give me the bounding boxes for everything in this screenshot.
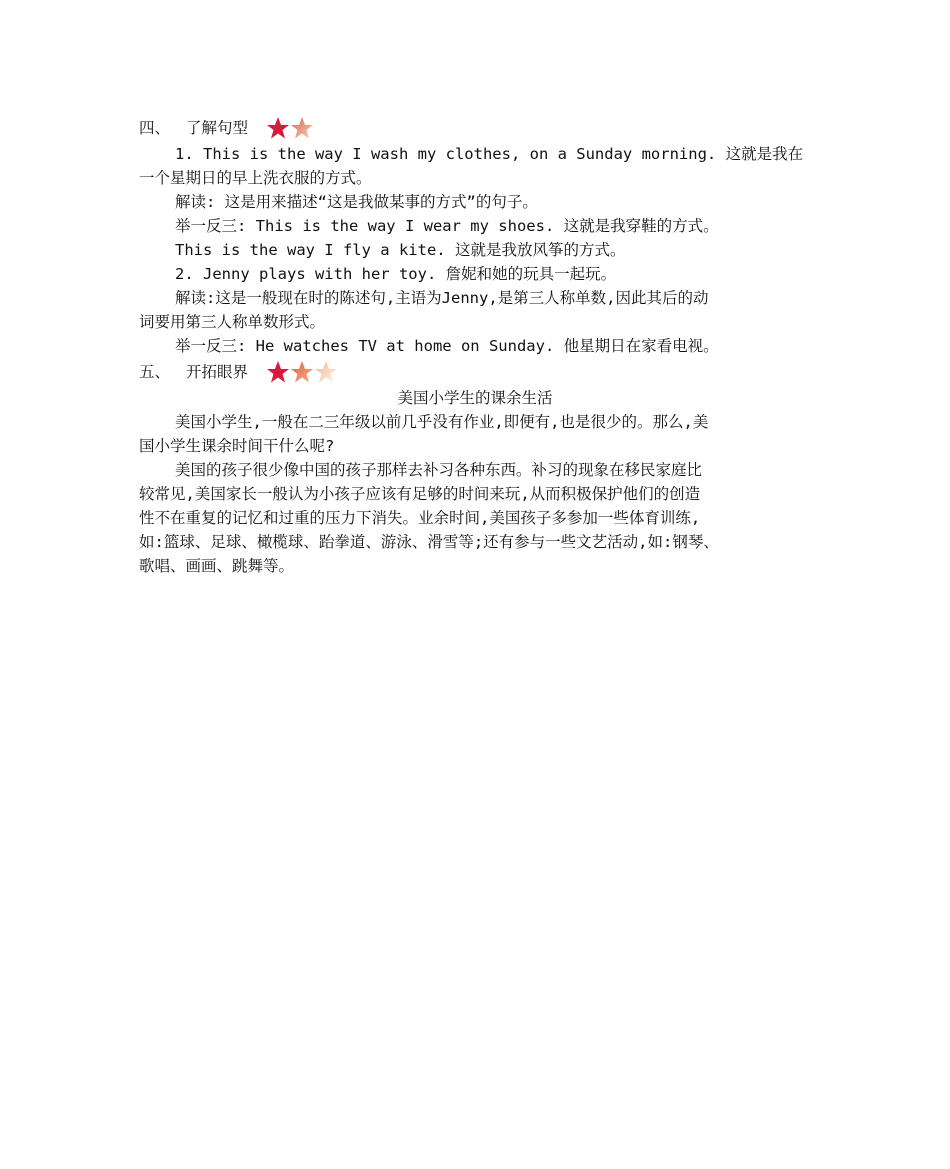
s4-line-2: 一个星期日的早上洗衣服的方式。 bbox=[139, 169, 372, 187]
s5-para2-line4: 如:篮球、足球、橄榄球、跆拳道、游泳、滑雪等;还有参与一些文艺活动,如:钢琴、 bbox=[139, 533, 719, 551]
s5-para2-line3: 性不在重复的记忆和过重的压力下消失。业余时间,美国孩子多参加一些体育训练, bbox=[139, 509, 701, 527]
s5-para2-line5: 歌唱、画画、跳舞等。 bbox=[139, 557, 295, 575]
s5-para1-line2: 国小学生课余时间干什么呢? bbox=[139, 437, 335, 455]
document-page bbox=[139, 114, 811, 578]
star-half-icon bbox=[290, 116, 314, 140]
s4-line-7: 解读:这是一般现在时的陈述句,主语为Jenny,是第三人称单数,因此其后的动 bbox=[175, 289, 709, 307]
s5-para2-line2: 较常见,美国家长一般认为小孩子应该有足够的时间来玩,从而积极保护他们的创造 bbox=[139, 485, 701, 503]
section-5-heading bbox=[139, 358, 811, 386]
section-5-title: 开拓眼界 bbox=[186, 363, 249, 381]
s4-line-8: 词要用第三人称单数形式。 bbox=[139, 313, 326, 331]
section-4-heading bbox=[139, 114, 811, 142]
s4-line-5: This is the way I fly a kite. 这就是我放风筝的方式。 bbox=[175, 241, 626, 259]
s4-line-3: 解读: 这是用来描述“这是我做某事的方式”的句子。 bbox=[175, 193, 538, 211]
s4-line-6: 2. Jenny plays with her toy. 詹妮和她的玩具一起玩。 bbox=[175, 265, 617, 283]
s4-line-9: 举一反三: He watches TV at home on Sunday. 他星期日在家看电视。 bbox=[175, 337, 719, 355]
article-subtitle: 美国小学生的课余生活 bbox=[397, 389, 553, 407]
section-4-title: 了解句型 bbox=[186, 119, 249, 137]
s4-line-4: 举一反三: This is the way I wear my shoes. 这就是我穿鞋的方式。 bbox=[175, 217, 719, 235]
section-4-number: 四、 bbox=[139, 119, 171, 137]
s4-line-1: 1. This is the way I wash my clothes, on a Sunday morning. 这就是我在 bbox=[175, 145, 804, 163]
s5-para2-line1: 美国的孩子很少像中国的孩子那样去补习各种东西。补习的现象在移民家庭比 bbox=[175, 461, 703, 479]
star-full-icon bbox=[266, 116, 290, 140]
star-faint-icon bbox=[314, 360, 338, 384]
section-4-rating bbox=[266, 116, 314, 140]
section-5-rating bbox=[266, 360, 338, 384]
s5-para1-line1: 美国小学生,一般在二三年级以前几乎没有作业,即便有,也是很少的。那么,美 bbox=[175, 413, 709, 431]
star-full-icon bbox=[266, 360, 290, 384]
star-half-icon bbox=[290, 360, 314, 384]
section-5-number: 五、 bbox=[139, 363, 171, 381]
